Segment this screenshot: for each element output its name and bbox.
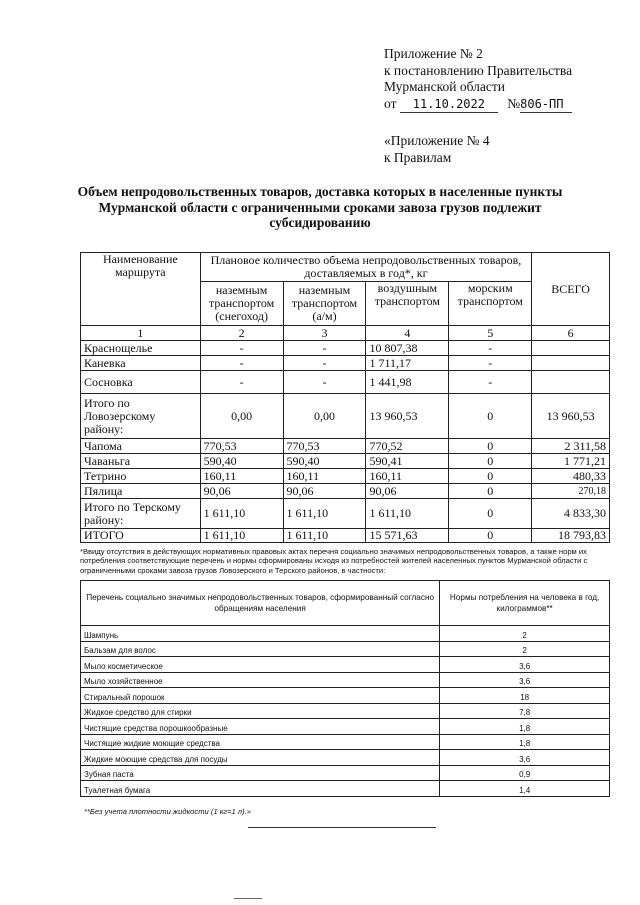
goods-name: Стиральный порошок [81,688,440,704]
route-name: Чаваньга [81,454,201,469]
table-row [81,341,610,356]
appendix-block [384,46,572,113]
cell-value: 90,06 [366,484,449,499]
header-goods-list: Перечень социально значимых непродовольственных товаров, сформированный согласно обращениям населения [81,581,440,626]
table-row [81,703,610,719]
cell-value: 1 441,98 [366,371,449,394]
header-total: ВСЕГО [532,253,610,326]
cell-value: 90,06 [283,484,366,499]
goods-name: Мыло косметическое [81,657,440,673]
separator-line [248,827,436,828]
document-title: Объем непродовольственных товаров, доставка которых в населенные пункты Мурманской области с ограниченными сроками завоза грузов подлежит субсидированию [77,184,563,230]
cell-value: 1 611,10 [200,529,283,543]
goods-name: Шампунь [81,626,440,642]
cell-value [532,341,610,356]
cell-value: 1 611,10 [366,499,449,529]
table-row [81,371,610,394]
cell-value: 4 833,30 [532,499,610,529]
cell-value: 0 [449,454,532,469]
cell-value: 0 [449,499,532,529]
goods-name: Зубная паста [81,765,440,781]
cell-value: 160,11 [200,469,283,484]
cell-value: 770,53 [200,439,283,454]
table-header-row [81,253,610,282]
appendix-line: Приложение № 2 [384,46,483,61]
table-row [81,626,610,642]
goods-name: Чистящие средства порошкообразные [81,719,440,735]
column-number: 2 [200,326,283,341]
cell-value: - [449,341,532,356]
decree-date-line [384,96,572,114]
norm-value: 1,4 [440,781,610,797]
column-number: 6 [532,326,610,341]
norm-value: 1,8 [440,734,610,750]
route-name: Сосновка [81,371,201,394]
norm-value: 18 [440,688,610,704]
route-name: Итого по Терскому району: [81,499,201,529]
cell-value: 0 [449,529,532,543]
cell-value: 770,52 [366,439,449,454]
cell-value: 270,18 [532,484,610,499]
volume-table [80,252,610,543]
header-route: Наименование маршрута [81,253,201,326]
table-row [81,641,610,657]
table-row [81,734,610,750]
norm-value: 1,8 [440,719,610,735]
cell-value: 1 711,17 [366,356,449,371]
column-number: 4 [366,326,449,341]
route-name: Итого по Ловозерскому району: [81,394,201,439]
cell-value: - [449,371,532,394]
header-norm: Нормы потребления на человека в год, килограммов** [440,581,610,626]
header-planned: Плановое количество объема непродовольственных товаров, доставляемых в год*, кг [200,253,532,282]
cell-value: 1 611,10 [283,529,366,543]
table-row [81,356,610,371]
cell-value: 0 [449,469,532,484]
cell-value: 0,00 [283,394,366,439]
table-row [81,688,610,704]
cell-value: 0 [449,439,532,454]
cell-value: - [200,341,283,356]
norm-value: 0,9 [440,765,610,781]
cell-value: 0 [449,394,532,439]
cell-value: 10 807,38 [366,341,449,356]
cell-value: 160,11 [283,469,366,484]
cell-value: 15 571,63 [366,529,449,543]
goods-name: Жидкие моющие средства для посуды [81,750,440,766]
number-label: № [507,95,521,111]
header-air: воздушным транспортом [366,282,449,326]
norm-value: 2 [440,626,610,642]
cell-value: 0 [449,484,532,499]
appendix-line: Мурманской области [384,79,505,94]
cell-value: - [200,371,283,394]
cell-value: 18 793,83 [532,529,610,543]
norms-table [80,580,610,797]
cell-value: - [200,356,283,371]
appendix-line: к постановлению Правительства [384,62,573,78]
cell-value: 13 960,53 [532,394,610,439]
goods-name: Туалетная бумага [81,781,440,797]
table-row [81,454,610,469]
table-row [81,765,610,781]
column-number-row [81,326,610,341]
cell-value: 590,41 [366,454,449,469]
appendix4-line: к Правилам [384,149,452,165]
table-row [81,781,610,797]
norm-value: 3,6 [440,750,610,766]
table-row [81,719,610,735]
cell-value: 480,33 [532,469,610,484]
cell-value: 1 771,21 [532,454,610,469]
route-name: Каневка [81,356,201,371]
column-number: 1 [81,326,201,341]
appendix4-line: «Приложение № 4 [384,133,490,148]
goods-name: Жидкое средство для стирки [81,703,440,719]
appendix4-block [384,133,490,166]
column-number: 5 [449,326,532,341]
cell-value: 0,00 [200,394,283,439]
table-row [81,657,610,673]
cell-value: 160,11 [366,469,449,484]
cell-value: - [283,356,366,371]
table-row-total [81,529,610,543]
table-row-subtotal [81,499,610,529]
table-row [81,469,610,484]
cell-value: - [283,371,366,394]
footnote-density: **Без учета плотности жидкости (1 кг=1 л).» [84,807,251,816]
norm-value: 3,6 [440,657,610,673]
page-bottom-mark [234,898,262,899]
table-row-subtotal [81,394,610,439]
route-name: Пялица [81,484,201,499]
cell-value: 1 611,10 [283,499,366,529]
goods-name: Мыло хозяйственное [81,672,440,688]
cell-value: 1 611,10 [200,499,283,529]
cell-value: - [449,356,532,371]
column-number: 3 [283,326,366,341]
table-row [81,672,610,688]
decree-date: 11.10.2022 [400,96,498,114]
from-label: от [384,95,397,111]
footnote: *Ввиду отсутствия в действующих нормативных правовых актах перечня социально значимых непродовольственных товаров, а также норм их потребления соответствующие перечень и нормы сформированы исходя из потребностей жителей населенных пунктов Мурманской области с ограниченными сроками завоза грузов Ловозерского и Терского районов, в частности: [80,547,588,575]
norm-value: 3,6 [440,672,610,688]
goods-name: Чистящие жидкие моющие средства [81,734,440,750]
cell-value: 90,06 [200,484,283,499]
cell-value: 2 311,58 [532,439,610,454]
decree-number: 806-ПП [520,96,572,114]
cell-value: 590,40 [283,454,366,469]
table-row [81,439,610,454]
cell-value: 770,53 [283,439,366,454]
header-land-auto: наземным транспортом (а/м) [283,282,366,326]
header-sea: морским транспортом [449,282,532,326]
header-land-snow: наземным транспортом (снегоход) [200,282,283,326]
norms-header-row [81,581,610,626]
cell-value [532,371,610,394]
norm-value: 2 [440,641,610,657]
route-name: Чапома [81,439,201,454]
cell-value: 13 960,53 [366,394,449,439]
cell-value: - [283,341,366,356]
cell-value: 590,40 [200,454,283,469]
table-row [81,484,610,499]
goods-name: Бальзам для волос [81,641,440,657]
cell-value [532,356,610,371]
table-row [81,750,610,766]
route-name: ИТОГО [81,529,201,543]
route-name: Тетрино [81,469,201,484]
route-name: Краснощелье [81,341,201,356]
norm-value: 7,8 [440,703,610,719]
